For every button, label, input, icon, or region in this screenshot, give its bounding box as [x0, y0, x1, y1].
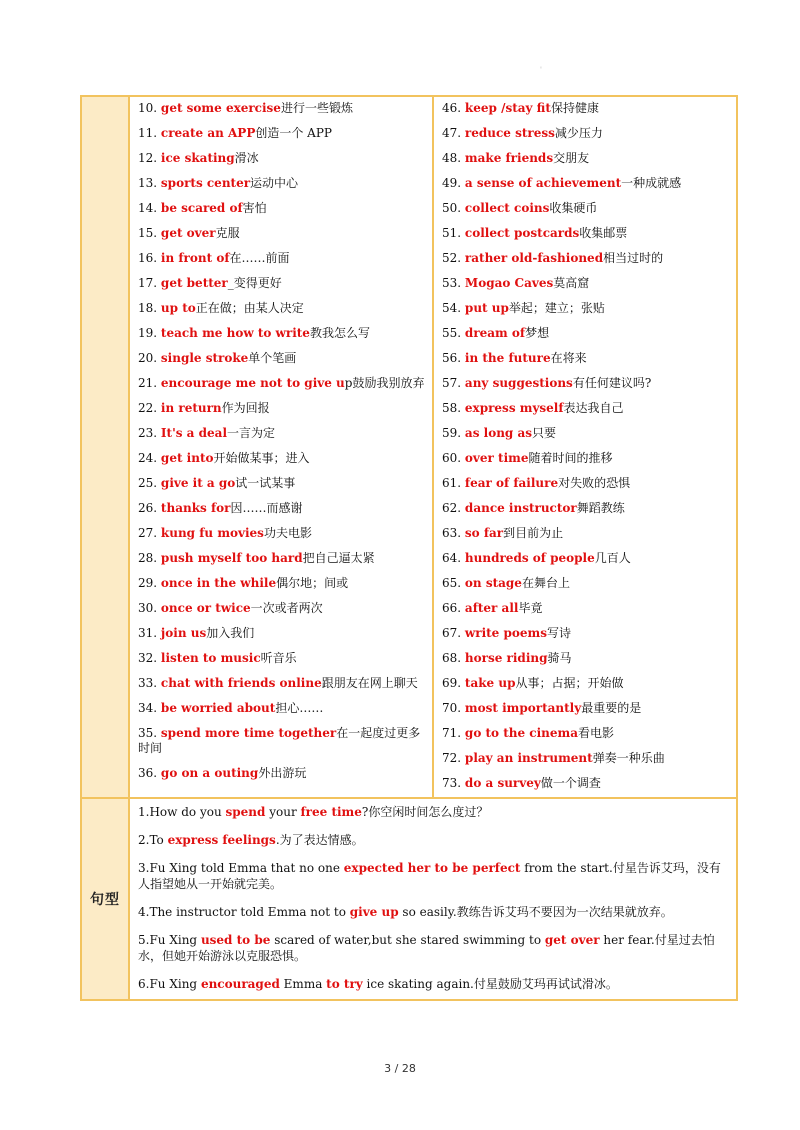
phrase-chinese: 表达我自己 — [563, 401, 624, 415]
phrase-chinese: 在将来 — [550, 351, 587, 365]
phrase-item — [442, 422, 730, 447]
phrase-item — [442, 522, 730, 547]
phrase-item — [442, 497, 730, 522]
phrase-chinese: 正在做；由某人决定 — [195, 301, 304, 315]
phrase-number: 71. — [442, 726, 462, 740]
phrase-english: get into — [160, 451, 214, 465]
phrase-number: 35. — [138, 726, 158, 740]
phrase-chinese: 把自己逼太紧 — [302, 551, 375, 565]
phrase-english: It's a deal — [160, 426, 227, 440]
phrase-english: in return — [160, 401, 222, 415]
phrase-english: sports center — [160, 176, 251, 190]
sentence-keyword: to try — [326, 977, 363, 991]
phrase-number: 68. — [442, 651, 462, 665]
phrase-chinese: 外出游玩 — [258, 766, 307, 780]
phrase-item — [442, 597, 730, 622]
phrase-english: thanks for — [160, 501, 231, 515]
phrase-number: 52. — [442, 251, 462, 265]
phrase-english: most importantly — [464, 701, 582, 715]
phrase-number: 64. — [442, 551, 462, 565]
phrase-item — [138, 222, 426, 247]
phrase-item — [138, 622, 426, 647]
phrase-item — [442, 747, 730, 772]
phrase-number: 25. — [138, 476, 158, 490]
phrase-number: 24. — [138, 451, 158, 465]
phrase-number: 20. — [138, 351, 158, 365]
phrase-item — [138, 347, 426, 372]
phrase-chinese: 一次或者两次 — [250, 601, 323, 615]
phrase-number: 10. — [138, 101, 158, 115]
phrase-item — [138, 122, 426, 147]
phrase-number: 58. — [442, 401, 462, 415]
phrase-english: a sense of achievement — [464, 176, 622, 190]
phrase-chinese: 功夫电影 — [263, 526, 312, 540]
phrase-english: hundreds of people — [464, 551, 595, 565]
phrase-item — [138, 597, 426, 622]
phrase-number: 61. — [442, 476, 462, 490]
phrase-english: kung fu movies — [160, 526, 264, 540]
sentence-keyword: encouraged — [200, 977, 280, 991]
sentence-keyword: expected her to be perfect — [343, 861, 521, 875]
phrase-number: 54. — [442, 301, 462, 315]
phrase-number: 70. — [442, 701, 462, 715]
phrase-english: fear of failure — [464, 476, 559, 490]
phrase-number: 16. — [138, 251, 158, 265]
phrase-number: 36. — [138, 766, 158, 780]
sentence-text: 5.Fu Xing — [138, 933, 201, 947]
phrase-english: on stage — [464, 576, 522, 590]
phrase-number: 53. — [442, 276, 462, 290]
phrase-number: 13. — [138, 176, 158, 190]
phrase-chinese: 收集硬币 — [549, 201, 598, 215]
sentence-item — [130, 827, 736, 855]
phrase-item — [138, 147, 426, 172]
sentence-text: 3.Fu Xing told Emma that no one — [138, 861, 344, 875]
phrase-english: chat with friends online — [160, 676, 322, 690]
phrase-english: ice skating — [160, 151, 235, 165]
phrase-english: Mogao Caves — [464, 276, 554, 290]
phrase-chinese: 减少压力 — [554, 126, 603, 140]
sentence-keyword: spend — [225, 805, 266, 819]
phrase-english: make friends — [464, 151, 554, 165]
phrase-item — [442, 222, 730, 247]
phrase-chinese: 教我怎么写 — [309, 326, 370, 340]
phrase-chinese: 随着时间的推移 — [528, 451, 613, 465]
phrase-chinese: 莫高窟 — [553, 276, 590, 290]
phrase-chinese: 舞蹈教练 — [576, 501, 625, 515]
phrase-english: encourage me not to give u — [160, 376, 345, 390]
phrase-english: give it a go — [160, 476, 236, 490]
phrase-chinese: 害怕 — [242, 201, 267, 215]
phrase-number: 34. — [138, 701, 158, 715]
sentence-text: 1.How do you — [138, 805, 226, 819]
phrase-number: 29. — [138, 576, 158, 590]
phrase-number: 14. — [138, 201, 158, 215]
phrase-number: 69. — [442, 676, 462, 690]
phrase-english: keep /stay fit — [464, 101, 551, 115]
sentence-text: ice skating again.付星鼓励艾玛再试试滑冰。 — [362, 977, 618, 991]
phrase-item — [442, 547, 730, 572]
phrase-item — [442, 297, 730, 322]
sentence-text: from the start.付星告诉艾玛，没有人指望她从一开始就完美。 — [138, 861, 721, 891]
phrase-item — [138, 322, 426, 347]
phrase-chinese: 因……而感谢 — [230, 501, 303, 515]
phrase-english: dance instructor — [464, 501, 577, 515]
sentences-label-cell — [81, 798, 129, 1000]
phrase-item — [442, 122, 730, 147]
phrase-item — [442, 322, 730, 347]
phrase-english: any suggestions — [464, 376, 573, 390]
sentence-text: 4.The instructor told Emma not to — [138, 905, 350, 919]
sentence-keyword: get over — [544, 933, 600, 947]
phrase-number: 51. — [442, 226, 462, 240]
sentence-keyword: express feelings — [167, 833, 276, 847]
phrase-chinese: 收集邮票 — [579, 226, 628, 240]
phrase-english: collect coins — [464, 201, 550, 215]
phrase-english: be worried about — [160, 701, 276, 715]
phrase-item — [138, 422, 426, 447]
phrase-chinese: 只要 — [532, 426, 557, 440]
phrase-item — [138, 522, 426, 547]
phrase-number: 26. — [138, 501, 158, 515]
phrase-number: 15. — [138, 226, 158, 240]
phrase-number: 55. — [442, 326, 462, 340]
phrase-chinese: 偶尔地；间或 — [276, 576, 349, 590]
phrase-english: put up — [464, 301, 509, 315]
phrase-english: go on a outing — [160, 766, 259, 780]
phrase-chinese: _变得更好 — [227, 276, 282, 290]
phrase-english: teach me how to write — [160, 326, 310, 340]
phrase-item — [442, 372, 730, 397]
phrase-item — [138, 672, 426, 697]
phrase-number: 33. — [138, 676, 158, 690]
sentence-text: 2.To — [138, 833, 168, 847]
phrase-number: 62. — [442, 501, 462, 515]
sentence-keyword: free time — [300, 805, 362, 819]
phrase-english: get over — [160, 226, 216, 240]
phrase-english: do a survey — [464, 776, 541, 790]
phrase-item — [442, 447, 730, 472]
phrase-chinese: 几百人 — [594, 551, 631, 565]
phrase-chinese: 跟朋友在网上聊天 — [321, 676, 418, 690]
phrase-item — [138, 547, 426, 572]
phrase-item — [442, 347, 730, 372]
phrase-chinese: 单个笔画 — [248, 351, 297, 365]
phrase-chinese: 弹奏一种乐曲 — [592, 751, 665, 765]
phrase-number: 49. — [442, 176, 462, 190]
phrase-chinese: 运动中心 — [250, 176, 299, 190]
sentence-item — [130, 899, 736, 927]
phrase-item — [442, 172, 730, 197]
phrase-english: after all — [464, 601, 519, 615]
phrase-chinese: 鼓励我别放弃 — [352, 376, 425, 390]
phrase-number: 56. — [442, 351, 462, 365]
phrase-english: as long as — [464, 426, 533, 440]
header-mark: ' — [540, 66, 542, 74]
phrase-chinese: 到目前为止 — [503, 526, 564, 540]
phrase-item — [138, 272, 426, 297]
phrase-number: 17. — [138, 276, 158, 290]
sentence-text: Emma — [279, 977, 327, 991]
phrase-chinese: 做一个调查 — [540, 776, 601, 790]
sentence-text: so easily.教练告诉艾玛不要因为一次结果就放弃。 — [398, 905, 673, 919]
phrase-item — [442, 97, 730, 122]
sentence-text: scared of water,but she stared swimming to — [270, 933, 545, 947]
phrase-chinese: 试一试某事 — [235, 476, 296, 490]
sentence-item — [130, 855, 736, 899]
phrase-english: horse riding — [464, 651, 548, 665]
phrase-item — [442, 272, 730, 297]
sentence-text: ?你空闲时间怎么度过？ — [361, 805, 489, 819]
phrase-item — [442, 622, 730, 647]
phrase-english: play an instrument — [464, 751, 593, 765]
phrase-item — [138, 447, 426, 472]
phrase-number: 57. — [442, 376, 462, 390]
phrase-chinese: 梦想 — [525, 326, 550, 340]
phrase-english: in the future — [464, 351, 551, 365]
sentence-text: 6.Fu Xing — [138, 977, 201, 991]
phrase-english: so far — [464, 526, 504, 540]
phrase-chinese: 作为回报 — [221, 401, 270, 415]
phrase-item — [442, 197, 730, 222]
phrase-chinese: 开始做某事；进入 — [213, 451, 310, 465]
phrase-number: 27. — [138, 526, 158, 540]
phrase-item — [442, 772, 730, 797]
sentence-keyword: used to be — [200, 933, 271, 947]
phrase-number: 50. — [442, 201, 462, 215]
phrase-number: 21. — [138, 376, 158, 390]
phrase-item — [442, 572, 730, 597]
phrase-english: in front of — [160, 251, 230, 265]
phrase-english: join us — [160, 626, 207, 640]
phrase-number: 73. — [442, 776, 462, 790]
phrase-item — [442, 722, 730, 747]
right-phrase-column — [433, 96, 737, 798]
phrase-english: once or twice — [160, 601, 251, 615]
sentence-text: her fear.付星过去怕水，但她开始游泳以克服恐惧。 — [138, 933, 715, 963]
phrase-english: dream of — [464, 326, 526, 340]
phrase-number: 18. — [138, 301, 158, 315]
phrase-english: write poems — [464, 626, 547, 640]
phrase-item — [138, 647, 426, 672]
phrase-number: 30. — [138, 601, 158, 615]
phrase-english: push myself too hard — [160, 551, 303, 565]
phrase-number: 63. — [442, 526, 462, 540]
phrase-chinese: 举起；建立；张贴 — [508, 301, 605, 315]
sentence-text: .为了表达情感。 — [275, 833, 364, 847]
phrase-item — [138, 762, 426, 787]
vocabulary-table — [80, 95, 738, 1001]
phrase-chinese: 一种成就感 — [621, 176, 682, 190]
phrase-item — [138, 722, 426, 762]
phrase-number: 12. — [138, 151, 158, 165]
phrase-item — [442, 147, 730, 172]
phrase-item — [442, 672, 730, 697]
phrase-number: 66. — [442, 601, 462, 615]
phrase-chinese: 骑马 — [547, 651, 572, 665]
phrase-item — [138, 372, 426, 397]
phrase-item — [442, 697, 730, 722]
phrase-item — [138, 97, 426, 122]
phrase-english: go to the cinema — [464, 726, 578, 740]
phrase-number: 59. — [442, 426, 462, 440]
phrase-english: single stroke — [160, 351, 249, 365]
phrase-chinese: 保持健康 — [550, 101, 599, 115]
phrase-chinese: 加入我们 — [206, 626, 255, 640]
phrase-item — [138, 397, 426, 422]
phrase-chinese: 交朋友 — [553, 151, 590, 165]
phrase-item — [138, 472, 426, 497]
page-number: 3 / 28 — [384, 1062, 416, 1075]
phrase-number: 72. — [442, 751, 462, 765]
phrase-english: once in the while — [160, 576, 277, 590]
phrase-chinese: 对失败的恐惧 — [558, 476, 631, 490]
phrase-chinese: 从事；占据；开始做 — [515, 676, 624, 690]
section-label: 句型 — [90, 892, 120, 908]
phrase-item — [442, 647, 730, 672]
phrase-number: 22. — [138, 401, 158, 415]
phrase-chinese: 在一起度过更多时间 — [138, 726, 421, 755]
phrase-english: reduce stress — [464, 126, 555, 140]
phrase-item — [138, 572, 426, 597]
left-phrase-column — [129, 96, 433, 798]
phrase-number: 19. — [138, 326, 158, 340]
sentence-text: your — [265, 805, 301, 819]
sentences-cell — [129, 798, 737, 1000]
sentence-item — [130, 799, 736, 827]
phrase-number: 31. — [138, 626, 158, 640]
phrase-english: up to — [160, 301, 196, 315]
phrase-item — [138, 172, 426, 197]
phrase-chinese: 在舞台上 — [521, 576, 570, 590]
phrase-number: 48. — [442, 151, 462, 165]
phrase-english: express myself — [464, 401, 564, 415]
phrase-item — [138, 247, 426, 272]
sentence-item — [130, 927, 736, 971]
phrase-item — [442, 397, 730, 422]
phrases-row — [81, 96, 737, 798]
phrase-item — [138, 497, 426, 522]
phrase-english: spend more time together — [160, 726, 337, 740]
phrase-item — [138, 297, 426, 322]
phrase-number: 65. — [442, 576, 462, 590]
phrase-item — [138, 197, 426, 222]
phrase-chinese: 听音乐 — [260, 651, 297, 665]
sentence-item — [130, 971, 736, 999]
phrase-chinese: 进行一些锻炼 — [280, 101, 353, 115]
phrase-item — [138, 697, 426, 722]
phrase-chinese: 担心…… — [275, 701, 324, 715]
phrase-item — [442, 472, 730, 497]
phrase-number: 67. — [442, 626, 462, 640]
phrases-label-cell — [81, 96, 129, 798]
phrase-number: 23. — [138, 426, 158, 440]
phrase-english: over time — [464, 451, 529, 465]
phrase-chinese: 看电影 — [578, 726, 615, 740]
phrase-english: get better — [160, 276, 228, 290]
phrase-number: 60. — [442, 451, 462, 465]
phrase-chinese: 相当过时的 — [603, 251, 664, 265]
phrase-english: be scared of — [160, 201, 243, 215]
phrase-chinese: 克服 — [215, 226, 240, 240]
phrase-number: 28. — [138, 551, 158, 565]
phrase-english-plain: p — [344, 376, 353, 390]
phrase-english: take up — [464, 676, 516, 690]
phrase-number: 11. — [138, 126, 158, 140]
phrase-item — [442, 247, 730, 272]
phrase-chinese: 最重要的是 — [581, 701, 642, 715]
phrase-english: create an APP — [160, 126, 256, 140]
phrase-english: get some exercise — [160, 101, 281, 115]
phrase-number: 32. — [138, 651, 158, 665]
phrase-chinese: 一言为定 — [227, 426, 276, 440]
sentences-row — [81, 798, 737, 1000]
phrase-chinese: 有任何建议吗? — [572, 376, 652, 390]
sentence-keyword: give up — [349, 905, 399, 919]
phrase-chinese: 创造一个 APP — [255, 126, 332, 140]
phrase-english: listen to music — [160, 651, 261, 665]
phrase-number: 46. — [442, 101, 462, 115]
phrase-chinese: 滑冰 — [234, 151, 259, 165]
phrase-chinese: 在……前面 — [229, 251, 290, 265]
phrase-english: rather old-fashioned — [464, 251, 604, 265]
phrase-english: collect postcards — [464, 226, 580, 240]
phrase-chinese: 写诗 — [546, 626, 571, 640]
phrase-chinese: 毕竟 — [518, 601, 543, 615]
phrase-number: 47. — [442, 126, 462, 140]
